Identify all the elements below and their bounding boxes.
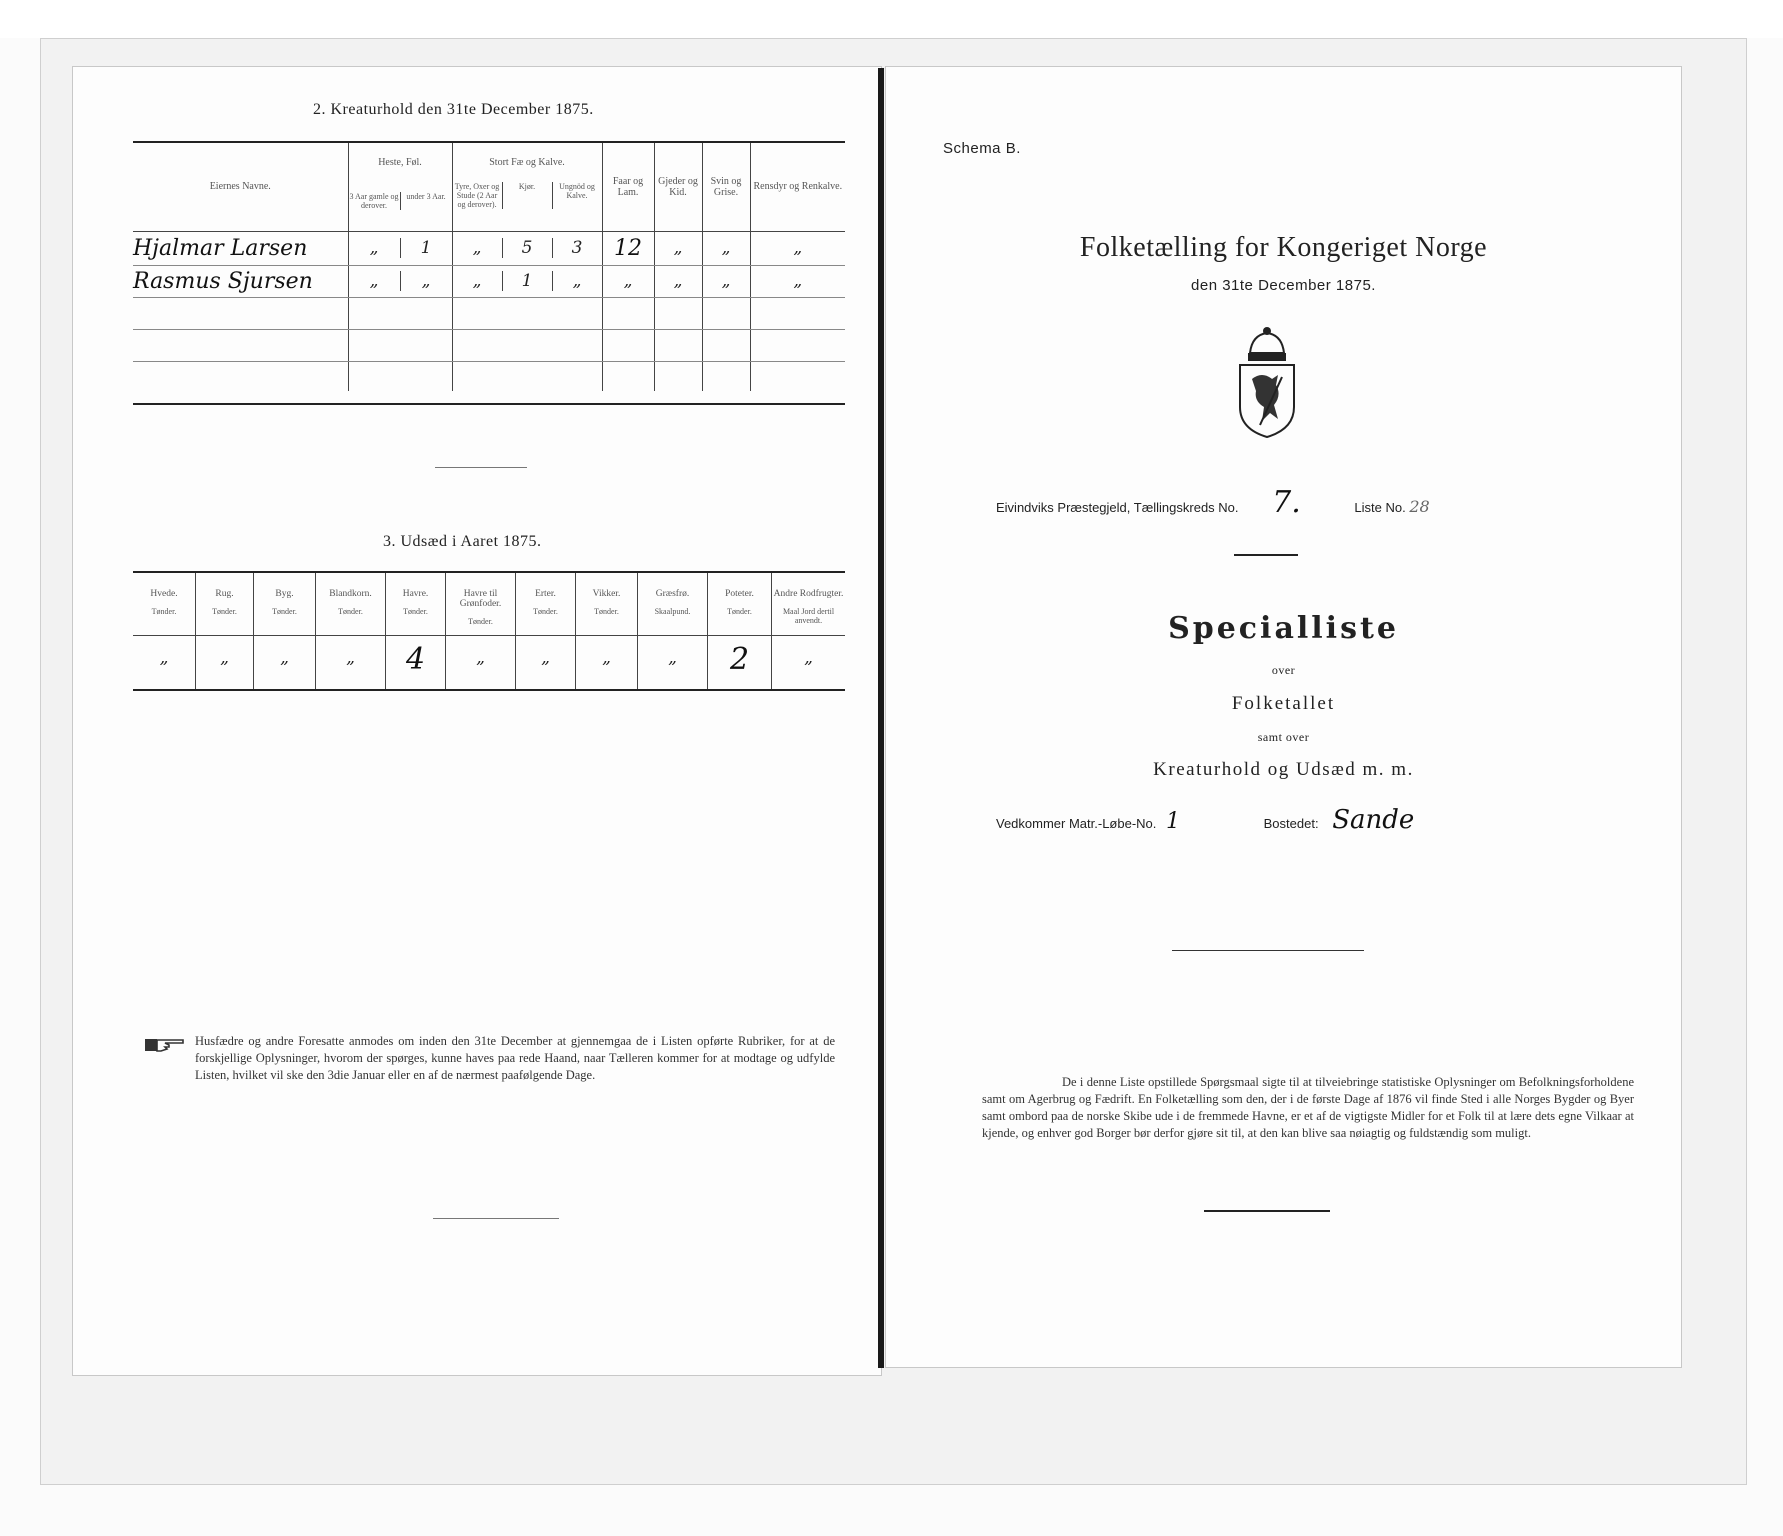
sowing-crop-name: Græsfrø. [655, 589, 690, 599]
samt-over-label: samt over [1257, 730, 1310, 744]
matr-label: Vedkommer Matr.-Løbe-No. [996, 816, 1157, 831]
sowing-column-header [707, 573, 771, 635]
sowing-unit: Tønder. [151, 607, 177, 616]
sowing-column-header [575, 573, 637, 635]
title-divider [1234, 554, 1298, 556]
sowing-column-header [445, 573, 515, 635]
norway-coat-of-arms [1232, 325, 1302, 441]
cows-header: Kjør. [502, 182, 552, 209]
cattle-header [452, 143, 602, 231]
sheep-header: Faar og Lam. [602, 143, 654, 231]
sowing-crop-name: Andre Rodfrugter. [773, 589, 844, 599]
livestock-cell: „ [673, 271, 683, 291]
list-number: 28 [1409, 497, 1430, 516]
livestock-table [133, 143, 845, 391]
owner-name: Hjalmar Larsen [133, 235, 308, 261]
sowing-crop-name: Rug. [215, 589, 234, 599]
sowing-column-header [315, 573, 385, 635]
sowing-crop-name: Blandkorn. [329, 589, 372, 599]
sowing-value-cell: 2 [707, 636, 771, 690]
sowing-unit: Tønder. [468, 617, 493, 626]
livestock-cell: „ [472, 238, 482, 258]
sowing-value-cell: „ [771, 636, 845, 690]
sowing-unit: Tønder. [594, 607, 619, 616]
livestock-cell: „ [400, 271, 452, 291]
sowing-value-cell: „ [315, 636, 385, 690]
sowing-crop-name: Hvede. [150, 589, 178, 599]
right-page [885, 66, 1682, 1368]
sowing-unit: Tønder. [727, 607, 752, 616]
sowing-column-header [133, 573, 195, 635]
section-divider [435, 467, 527, 468]
sowing-value-cell: 4 [385, 636, 445, 690]
sowing-value-cell: „ [637, 636, 707, 690]
table-row [133, 297, 845, 329]
sowing-column-header [515, 573, 575, 635]
sowing-table [133, 573, 845, 691]
schema-label: Schema B. [943, 140, 1021, 157]
scan-margin [0, 0, 1783, 38]
book-spine [878, 68, 884, 1368]
sowing-value-cell: „ [445, 636, 515, 690]
table-row [133, 329, 845, 361]
livestock-cell: „ [369, 271, 379, 291]
sowing-unit: Maal Jord dertil anvendt. [782, 607, 835, 625]
sowing-column-header [195, 573, 253, 635]
sowing-unit: Tønder. [212, 607, 237, 616]
census-date: den 31te December 1875. [1191, 277, 1376, 294]
livestock-cell: „ [369, 238, 379, 258]
livestock-cell: „ [793, 271, 803, 291]
bottom-divider [433, 1218, 559, 1219]
horses-adult-header: 3 Aar gamle og derover. [349, 192, 399, 210]
sowing-crop-name: Byg. [275, 589, 294, 599]
calves-header: Ungnöd og Kalve. [552, 182, 602, 209]
livestock-cell: 5 [502, 238, 552, 258]
sowing-table-bottom-rule [133, 689, 845, 691]
sowing-value-cell: „ [515, 636, 575, 690]
district-number: 7. [1272, 485, 1301, 520]
household-notice: Husfædre og andre Foresatte anmodes om inden den 31te December at gjennemgaa de i Listen opførte Rubriker, for at de forskjellige Oplysninger, hvorom der spørges, kunne haves paa rede Haand, naar Tælleren kommer for at modtage og udfylde Listen, hvilket vil ske den 3die Januar eller en af de nærmest paafølgende Dage. [195, 1034, 835, 1082]
table-row [133, 265, 845, 297]
sowing-column-header [771, 573, 845, 635]
sowing-crop-name: Havre. [402, 589, 429, 599]
sowing-value-cell: „ [575, 636, 637, 690]
sowing-unit: Tønder. [403, 607, 428, 616]
specialliste-heading: Specialliste [1168, 611, 1399, 646]
sowing-title: 3. Udsæd i Aaret 1875. [383, 533, 542, 550]
sowing-unit: Skaalpund. [654, 607, 691, 616]
sowing-value-cell: „ [253, 636, 315, 690]
table-row [133, 361, 845, 391]
sowing-column-header [253, 573, 315, 635]
census-title: Folketælling for Kongeriget Norge [1079, 232, 1488, 263]
sowing-value-cell: „ [159, 648, 169, 668]
sowing-value-cell: „ [195, 636, 253, 690]
livestock-cell: „ [721, 271, 731, 291]
livestock-cell: „ [472, 271, 482, 291]
sowing-crop-name: Vikker. [592, 589, 621, 599]
livestock-cell: 3 [552, 238, 602, 258]
pointing-hand-icon [143, 1035, 187, 1055]
cattle-header-label: Stort Fæ og Kalve. [489, 157, 565, 168]
livestock-cell: „ [623, 271, 633, 291]
parish-line [996, 485, 1636, 520]
sowing-column-header [385, 573, 445, 635]
folketallet-label: Folketallet [1231, 693, 1336, 714]
matr-number: 1 [1166, 809, 1181, 834]
sowing-crop-name: Erter. [535, 589, 556, 599]
over-label-1: over [1271, 663, 1296, 677]
horses-header [348, 143, 452, 231]
livestock-cell: „ [552, 271, 602, 291]
parish-label: Eivindviks Præstegjeld, Tællingskreds No. [996, 500, 1239, 515]
bulls-header: Tyre, Oxer og Stude (2 Aar og derover). [454, 182, 500, 209]
pigs-header: Svin og Grise. [702, 143, 750, 231]
goats-header: Gjeder og Kid. [654, 143, 702, 231]
table-row [133, 231, 845, 265]
horses-young-header: under 3 Aar. [400, 192, 452, 210]
left-page [72, 66, 882, 1376]
bosted-label: Bostedet: [1263, 816, 1319, 831]
census-purpose-text: De i denne Liste opstillede Spørgsmaal sigte til at tilveiebringe statistiske Oplysninger om Befolkningsforholdene samt om Agerbrug og Fædrift. En Folketælling som den, der i de første Dage af 1876 vil finde Sted i alle Norges Bygder og Byer samt ombord paa de norske Skibe ude i de fremmede Havne, er et af de vigtigste Midler for et Folk til at lære dets egne Vilkaar at kjende, og enhver god Borger bør derfor gjøre sit til, at den kan blive saa nøiagtig og fuldstændig som muligt. [982, 1075, 1634, 1140]
livestock-title: 2. Kreaturhold den 31te December 1875. [313, 101, 594, 118]
livestock-cell: „ [673, 238, 683, 258]
sowing-column-header [637, 573, 707, 635]
livestock-cell: 1 [502, 271, 552, 291]
reindeer-header: Rensdyr og Renkalve. [750, 143, 845, 231]
list-label: Liste No. [1354, 500, 1406, 515]
livestock-cell: 1 [400, 238, 452, 258]
footer-divider [1204, 1210, 1330, 1212]
horses-header-label: Heste, Føl. [378, 157, 422, 168]
owner-header: Eiernes Navne. [133, 143, 348, 231]
kreaturhold-label: Kreaturhold og Udsæd m. m. [1153, 759, 1414, 780]
sowing-unit: Tønder. [338, 607, 363, 616]
livestock-cell: „ [721, 238, 731, 258]
matr-line [996, 805, 1636, 835]
mid-divider [1172, 950, 1364, 951]
bosted-value: Sande [1332, 805, 1415, 835]
livestock-cell: 12 [614, 235, 643, 261]
sowing-crop-name: Havre til Grønfoder. [459, 589, 502, 609]
sowing-crop-name: Poteter. [725, 589, 754, 599]
owner-name: Rasmus Sjursen [133, 268, 313, 294]
livestock-cell: „ [793, 238, 803, 258]
sowing-unit: Tønder. [272, 607, 297, 616]
sowing-unit: Tønder. [533, 607, 558, 616]
livestock-table-bottom-rule [133, 403, 845, 405]
